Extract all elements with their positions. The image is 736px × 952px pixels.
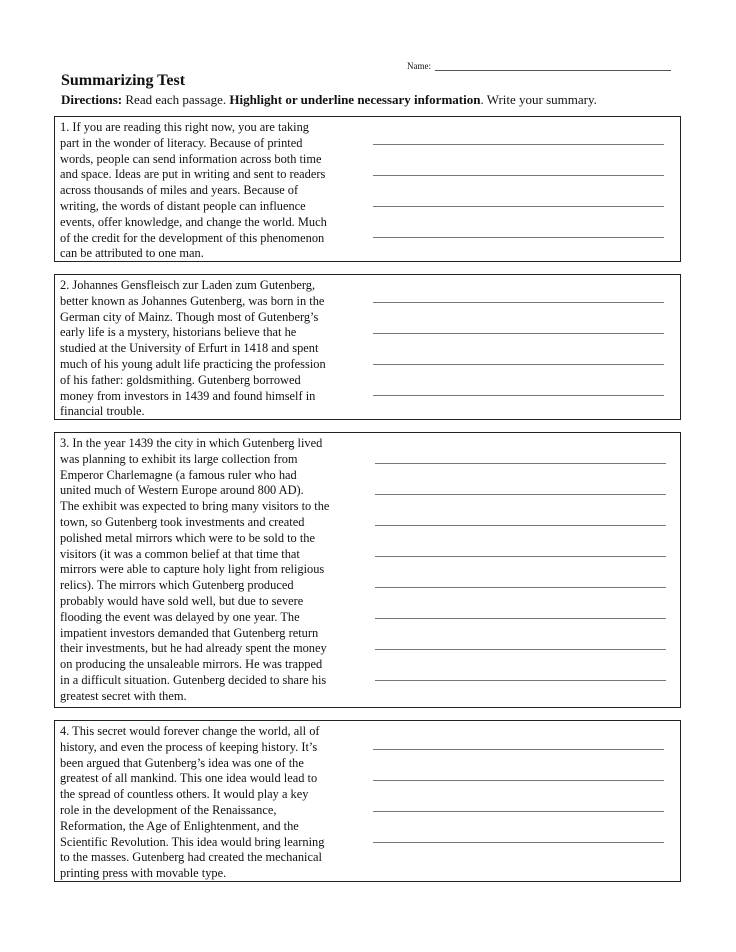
passage-line: was planning to exhibit its large collection from: [60, 451, 298, 466]
passage-line: German city of Mainz. Though most of Gutenberg’s: [60, 309, 319, 324]
summary-line[interactable]: [375, 556, 666, 557]
passage-line: can be attributed to one man.: [60, 246, 204, 261]
passage-line: town, so Gutenberg took investments and created: [60, 514, 305, 529]
name-label: Name:: [407, 61, 431, 71]
passage-line: history, and even the process of keeping history. It’s: [60, 739, 318, 754]
passage-line: greatest of all mankind. This one idea would lead to: [60, 771, 318, 786]
summary-line[interactable]: [373, 842, 664, 843]
summary-line[interactable]: [373, 395, 664, 396]
passage-line: impatient investors demanded that Gutenberg return: [60, 625, 319, 640]
summary-line[interactable]: [373, 780, 664, 781]
directions-text-2: . Write your summary.: [480, 92, 597, 107]
passage-line: role in the development of the Renaissance,: [60, 802, 277, 817]
passage-line: better known as Johannes Gutenberg, was born in the: [60, 293, 325, 308]
passage-line: 1. If you are reading this right now, you are taking: [60, 120, 310, 134]
summary-line[interactable]: [373, 333, 664, 334]
passage-box-3: [54, 432, 681, 708]
summary-line[interactable]: [373, 364, 664, 365]
passage-line: probably would have sold well, but due to severe: [60, 593, 304, 608]
passage-text-2: [60, 278, 365, 420]
passage-line: across thousands of miles and years. Because of: [60, 183, 299, 198]
summary-line[interactable]: [373, 302, 664, 303]
passage-line: Emperor Charlemagne (a famous ruler who had: [60, 467, 297, 482]
passage-line: Reformation, the Age of Enlightenment, and the: [60, 818, 299, 833]
summary-line[interactable]: [375, 525, 666, 526]
passage-line: greatest secret with them.: [60, 688, 187, 703]
summary-line[interactable]: [373, 144, 664, 145]
passage-box-1: [54, 116, 681, 262]
passage-line: flooding the event was delayed by one year. The: [60, 609, 300, 624]
page-title: Summarizing Test: [61, 72, 186, 89]
passage-line: and space. Ideas are put in writing and sent to readers: [60, 167, 326, 182]
passage-line: relics). The mirrors which Gutenberg produced: [60, 578, 294, 593]
summary-line[interactable]: [373, 811, 664, 812]
passage-line: Scientific Revolution. This idea would bring learning: [60, 834, 325, 849]
directions: [61, 92, 597, 108]
passage-box-4: [54, 720, 681, 882]
summary-line[interactable]: [375, 649, 666, 650]
passage-line: 3. In the year 1439 the city in which Gutenberg lived: [60, 436, 323, 450]
passage-line: in a difficult situation. Gutenberg decided to share his: [60, 672, 327, 687]
passage-text-3: [60, 436, 370, 705]
passage-line: of his father: goldsmithing. Gutenberg borrowed: [60, 372, 301, 387]
directions-text-1: Read each passage.: [122, 92, 230, 107]
passage-line: The exhibit was expected to bring many visitors to the: [60, 499, 330, 514]
summary-line[interactable]: [373, 206, 664, 207]
passage-text-4: [60, 724, 365, 882]
passage-line: early life is a mystery, historians believe that he: [60, 325, 297, 340]
summary-line[interactable]: [375, 680, 666, 681]
passage-line: united much of Western Europe around 800 AD).: [60, 483, 304, 498]
name-field-row: [407, 60, 671, 71]
passage-line: mirrors were able to capture holy light from religious: [60, 562, 325, 577]
summary-line[interactable]: [375, 463, 666, 464]
summary-line[interactable]: [373, 175, 664, 176]
directions-emphasis: Highlight or underline necessary information: [229, 92, 481, 107]
passage-line: 4. This secret would forever change the world, all of: [60, 724, 320, 738]
summary-line[interactable]: [373, 237, 664, 238]
passage-line: studied at the University of Erfurt in 1418 and spent: [60, 341, 319, 356]
summary-line[interactable]: [375, 618, 666, 619]
passage-line: words, people can send information across both time: [60, 151, 322, 166]
passage-line: of the credit for the development of this phenomenon: [60, 230, 325, 245]
passage-line: 2. Johannes Gensfleisch zur Laden zum Gutenberg,: [60, 278, 316, 292]
passage-line: money from investors in 1439 and found himself in: [60, 388, 316, 403]
passage-text-1: [60, 120, 365, 262]
passage-line: the spread of countless others. It would play a key: [60, 787, 309, 802]
passage-line: visitors (it was a common belief at that time that: [60, 546, 300, 561]
passage-line: writing, the words of distant people can influence: [60, 198, 306, 213]
passage-line: financial trouble.: [60, 404, 145, 419]
passage-line: polished metal mirrors which were to be sold to the: [60, 530, 315, 545]
passage-line: to the masses. Gutenberg had created the mechanical: [60, 850, 322, 865]
passage-line: printing press with movable type.: [60, 866, 227, 881]
name-blank-line[interactable]: [435, 60, 671, 71]
summary-line[interactable]: [375, 494, 666, 495]
passage-line: events, offer knowledge, and change the world. Much: [60, 214, 327, 229]
passage-line: their investments, but he had already spent the money: [60, 641, 327, 656]
summary-line[interactable]: [375, 587, 666, 588]
passage-line: part in the wonder of literacy. Because of printed: [60, 135, 303, 150]
passage-box-2: [54, 274, 681, 420]
passage-line: much of his young adult life practicing the profession: [60, 356, 326, 371]
passage-line: been argued that Gutenberg’s idea was one of the: [60, 755, 304, 770]
directions-label: Directions:: [61, 92, 123, 107]
summary-line[interactable]: [373, 749, 664, 750]
passage-line: on producing the unsaleable mirrors. He was trapped: [60, 657, 323, 672]
